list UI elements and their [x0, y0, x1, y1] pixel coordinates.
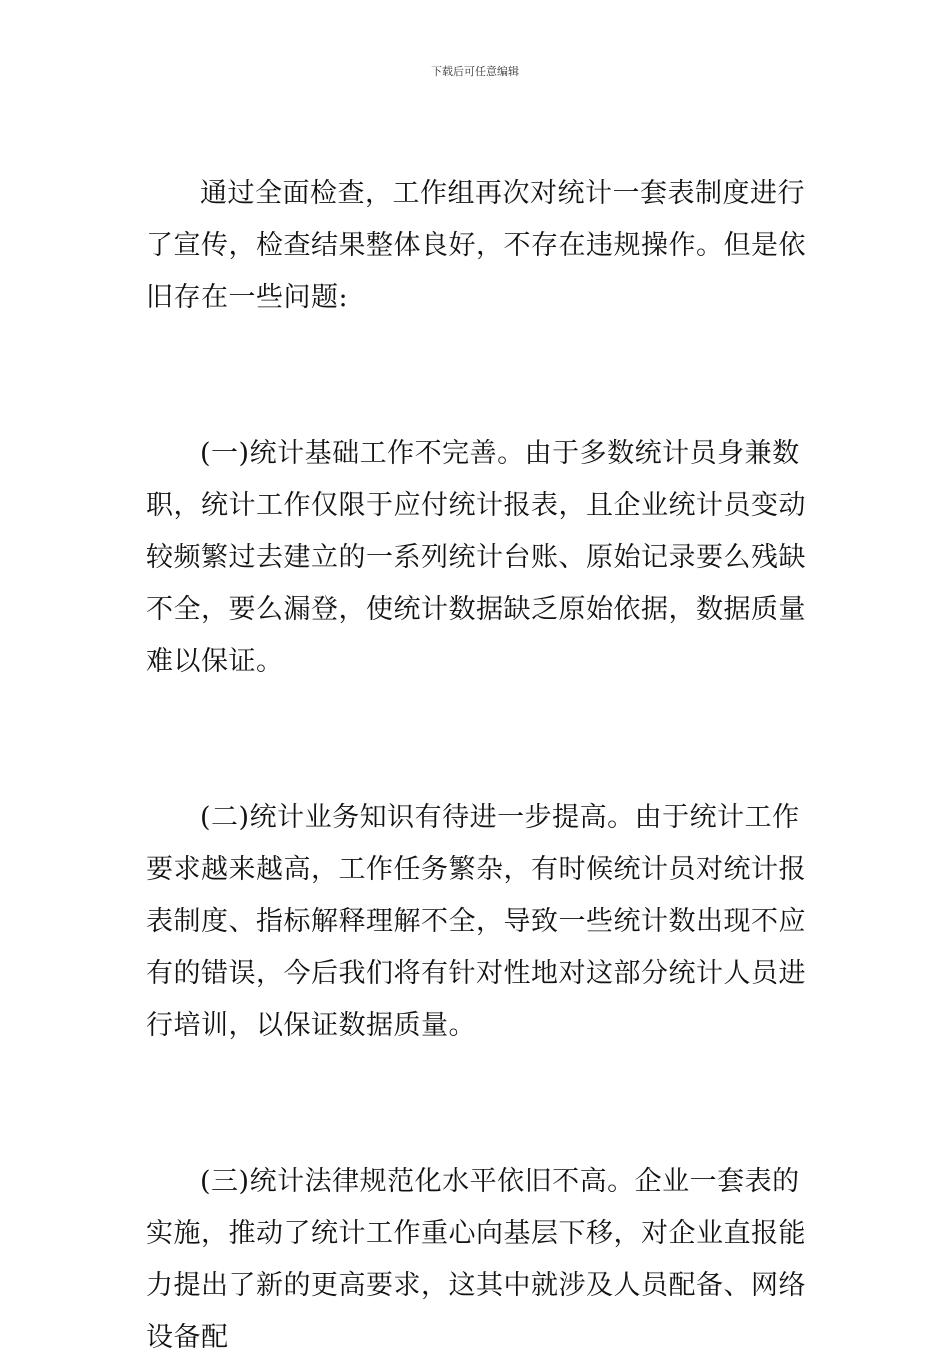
paragraph-item-3: (三)统计法律规范化水平依旧不高。企业一套表的实施，推动了统计工作重心向基层下移，对企业直报能力提出了新的更高要求，这其中就涉及人员配备、网络设备配 [146, 1166, 806, 1353]
document-body [146, 168, 816, 1364]
header-note: 下载后可任意编辑 [431, 65, 519, 78]
paragraph-item-2: (二)统计业务知识有待进一步提高。由于统计工作要求越来越高，工作任务繁杂，有时候统计员对统计报表制度、指标解释理解不全，导致一些统计数出现不应有的错误，今后我们将有针对性地对这部分统计人员进行培训，以保证数据质量。 [146, 802, 806, 1041]
paragraph-item-1: (一)统计基础工作不完善。由于多数统计员身兼数职，统计工作仅限于应付统计报表，且企业统计员变动较频繁过去建立的一系列统计台账、原始记录要么残缺不全，要么漏登，使统计数据缺乏原始依据，数据质量难以保证。 [146, 438, 806, 677]
paragraph-intro: 通过全面检查，工作组再次对统计一套表制度进行了宣传，检查结果整体良好，不存在违规操作。但是依旧存在一些问题: [146, 178, 806, 313]
